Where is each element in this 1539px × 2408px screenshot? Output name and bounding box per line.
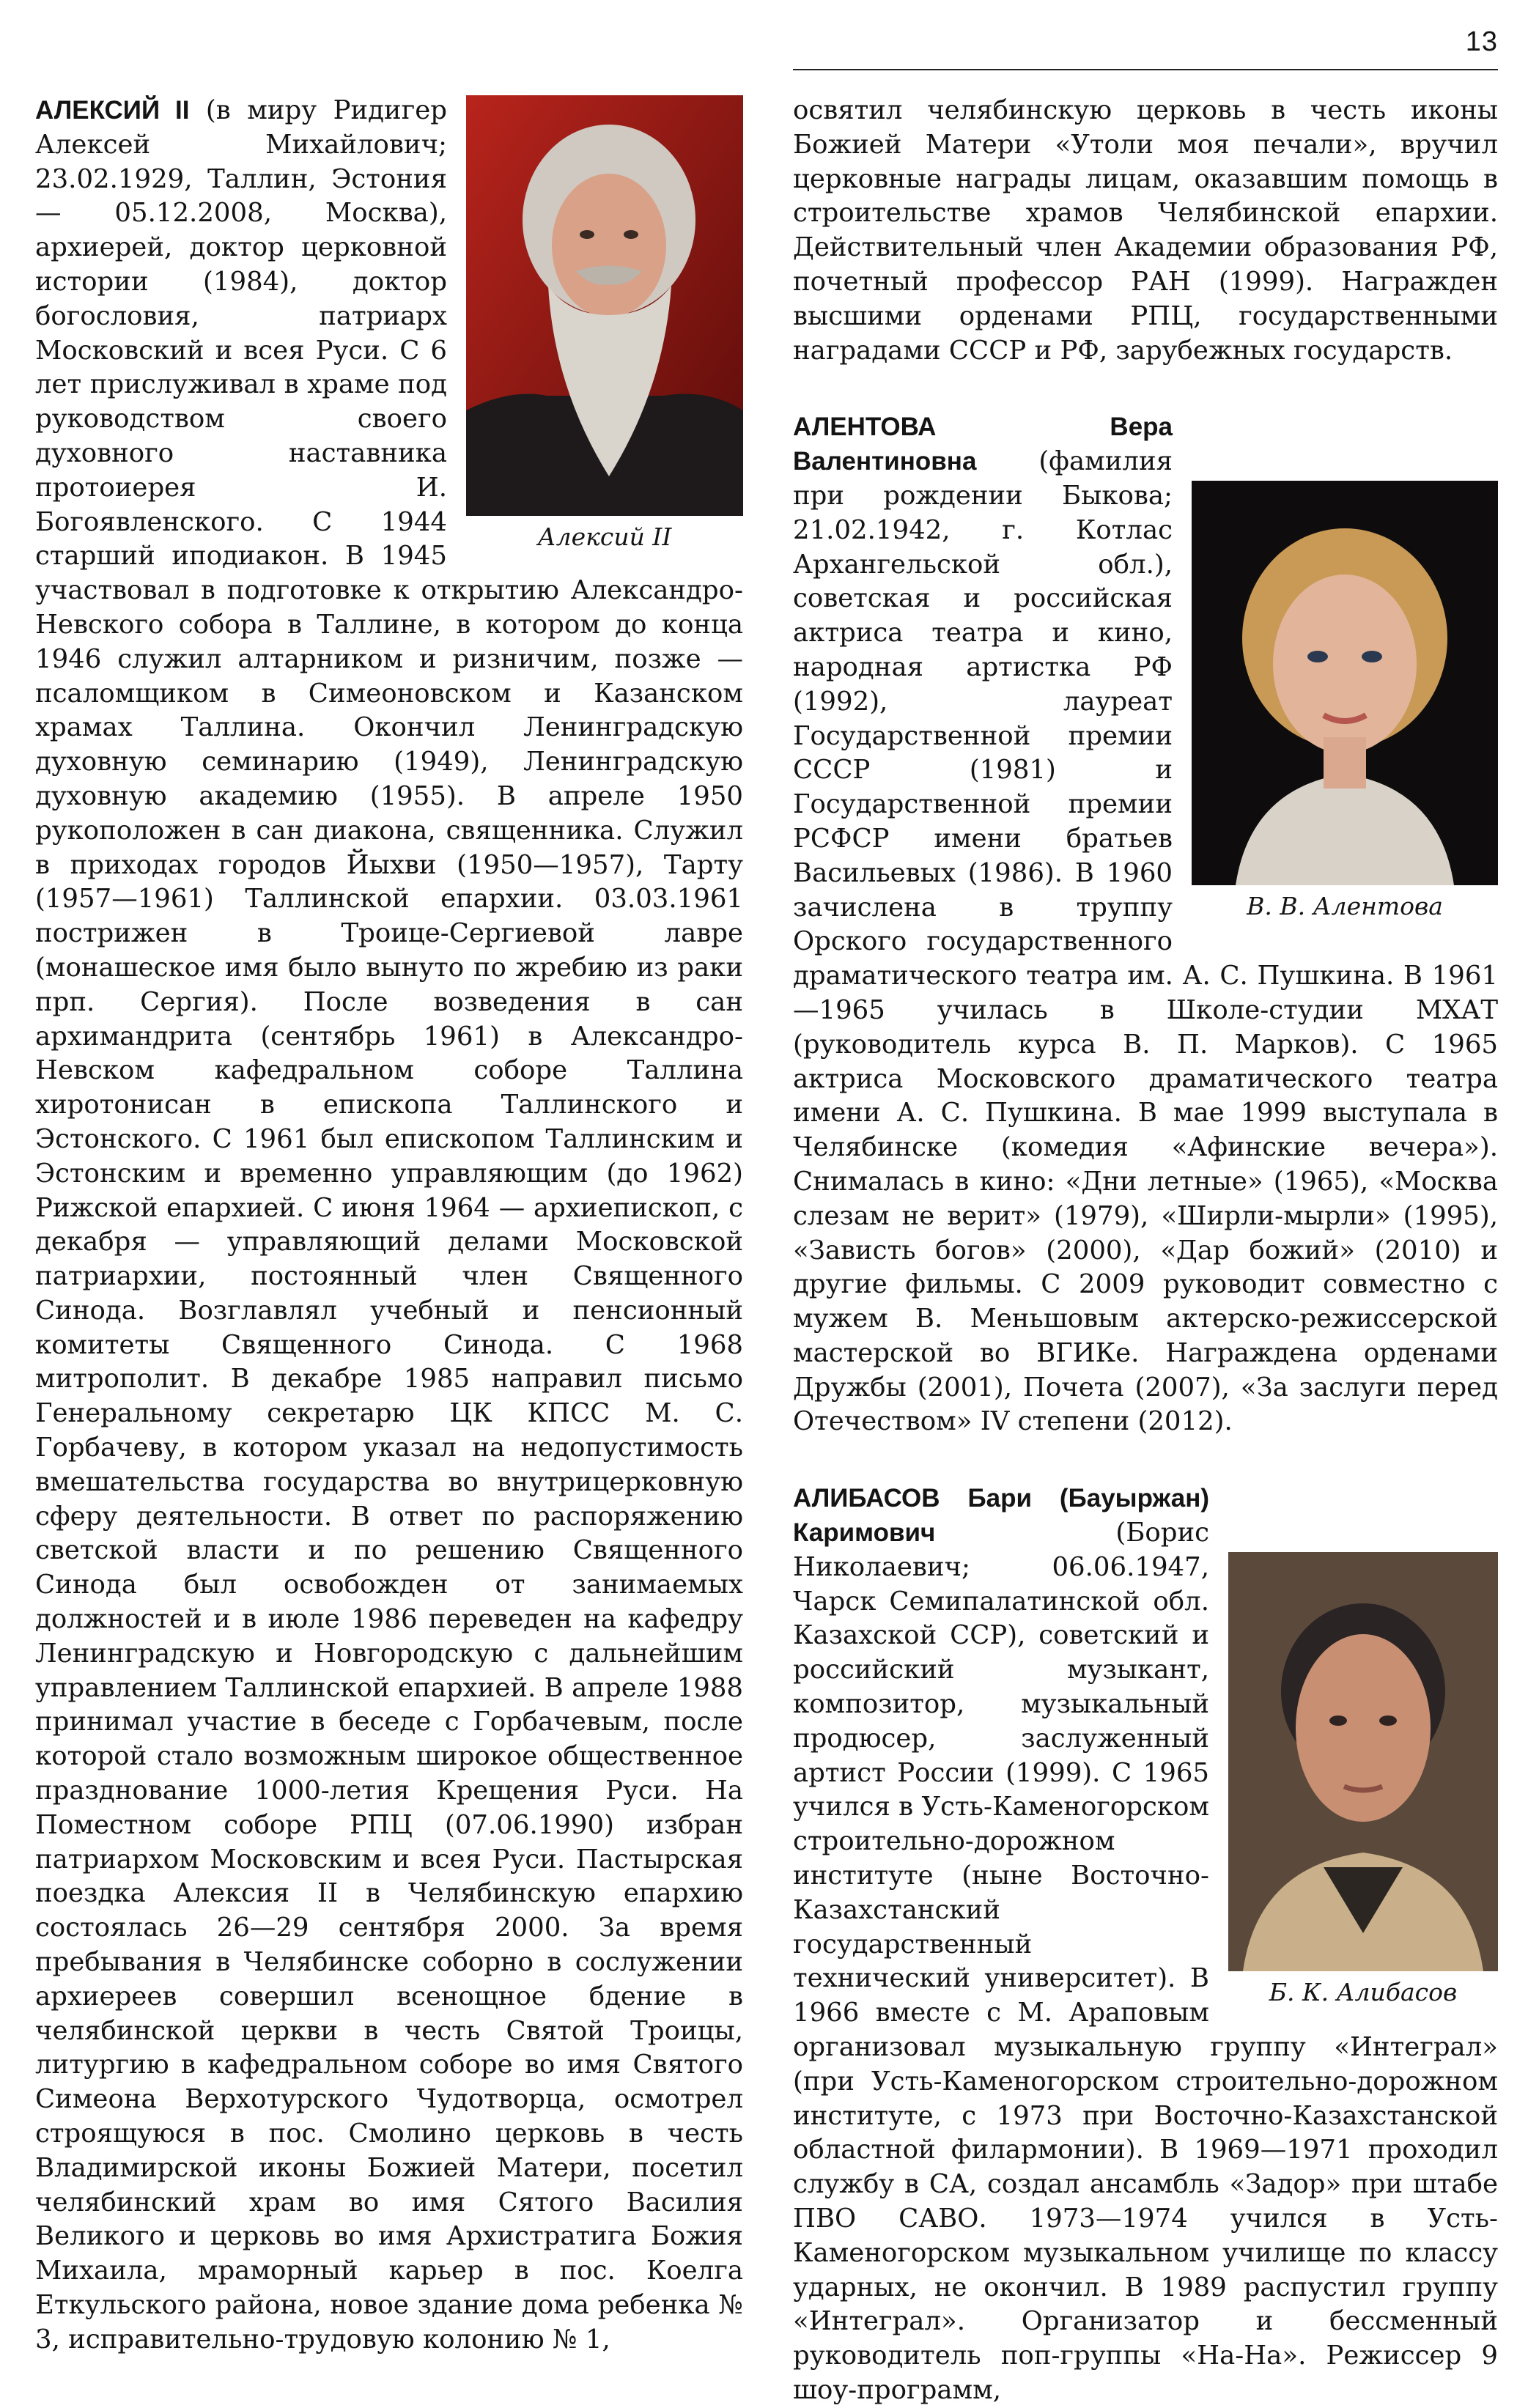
figure-alentova	[1192, 481, 1498, 923]
portrait-photo-icon	[1228, 1552, 1498, 1971]
photo-caption: Алексий II	[537, 522, 672, 551]
portrait-photo-icon	[1192, 481, 1498, 885]
right-column	[793, 94, 1498, 2408]
figure-alibasov	[1228, 1552, 1498, 2009]
entry-name: АЛЕКСИЙ II	[35, 96, 190, 125]
entry-continuation: освятил челябинскую церковь в честь иконы Божией Матери «Утоли моя печали», вручил церковные награды лицам, оказавшим помощь в строительстве храмов Челябинской епархии. Действительный член Академии образования РФ, почетный профессор РАН (1999). Награжден высшими орденами РПЦ, государственными наградами СССР и РФ, зарубежных государств.	[793, 95, 1498, 366]
entry-alexy-ii-continued	[793, 94, 1498, 368]
photo-caption: Б. К. Алибасов	[1269, 1978, 1458, 2007]
entry-body: (Борис Николаевич; 06.06.1947, Чарск Семипалатинской обл. Казахской ССР), советский и российский музыкант, композитор, музыкальный продюсер, заслуженный артист России (1999). С 1965 учился в Усть-Каменогорском строительно-дорожном институте (ныне Восточно-Казахстанский государственный технический университет). В 1966 вместе с М. Араповым организовал музыкальную группу «Интеграл» (при Усть-Каменогорском строительно-дорожном институте, с 1973 при Восточно-Казахстанской областной филармонии). В 1969—1971 проходил службу в СА, создал ансамбль «Задор» при штабе ПВО САВО. 1973—1974 учился в Усть-Каменогорском музыкальном училище по классу ударных, не окончил. В 1989 распустил группу «Интеграл». Организатор и бессменный руководитель поп-группы «На-На». Режиссер 9 шоу-программ,	[793, 1518, 1498, 2405]
figure-alexy-ii	[466, 95, 743, 554]
header-rule	[793, 69, 1498, 70]
entry-body: (в миру Ридигер Алексей Михайлович; 23.02.1929, Таллин, Эстония — 05.12.2008, Москва), архиерей, доктор церковной истории (1984), доктор богословия, патриарх Московский и всея Руси. С 6 лет прислуживал в храме под руководством своего духовного наставника протоиерея И. Богоявленского. С 1944 старший иподиакон. В 1945 участвовал в подготовке к открытию Александро-Невского собора в Таллине, в котором до конца 1946 служил алтарником и ризничим, позже — псаломщиком в Симеоновском и Казанском храмах Таллина. Окончил Ленинградскую духовную семинарию (1949), Ленинградскую духовную академию (1955). В апреле 1950 рукоположен в сан диакона, священника. Служил в приходах городов Йыхви (1950—1957), Тарту (1957—1961) Таллинской епархии. 03.03.1961 пострижен в Троице-Сергиевой лавре (монашеское имя было вынуто по жребию из раки прп. Сергия). После возведения в сан архимандрита (сентябрь 1961) в Александро-Невском кафедральном соборе Таллина хиротонисан в епископа Таллинского и Эстонского. С 1961 был епископом Таллинским и Эстонским и временно управляющим (до 1962) Рижской епархией. С июня 1964 — архиепископ, с декабря — управляющий делами Московской патриархии, постоянный член Священного Синода. Возглавлял учебный и пенсионный комитеты Священного Синода. С 1968 митрополит. В декабре 1985 направил письмо Генеральному секретарю ЦК КПСС М. С. Горбачеву, в котором указал на недопустимость вмешательства государства во внутрицерковную сферу деятельности. В ответ по распоряжению светской власти и по решению Священного Синода был освобожден от занимаемых должностей и в июле 1986 переведен на кафедру Ленинградскую и Новгородскую с дальнейшим управлением Таллинской епархией. В апреле 1988 принимал участие в беседе с Горбачевым, после которой стало возможным широкое общественное празднование 1000-летия Крещения Руси. На Поместном соборе РПЦ (07.06.1990) избран патриархом Московским и всея Руси. Пастырская поездка Алексия II в Челябинскую епархию состоялась 26—29 сентября 2000. За время пребывания в Челябинске соборно в сослужении архиереев совершил всенощное бдение в челябинской церкви в честь Святой Троицы, литургию в кафедральном соборе во имя Святого Симеона Верхотурского Чудотворца, осмотрел строящуюся в пос. Смолино церковь в честь Владимирской иконы Божией Матери, посетил челябинский храм во имя Сятого Василия Великого и церковь во имя Архистратига Божия Михаила, мраморный карьер в пос. Коелга Еткульского района, новое здание дома ребенка № 3, исправительно-трудовую колонию № 1,	[35, 95, 743, 2355]
photo-caption: В. В. Алентова	[1247, 892, 1443, 921]
entry-body: (фамилия при рождении Быкова; 21.02.1942, г. Котлас Архангельской обл.), советская и российская актриса театра и кино, народная артистка РФ (1992), лауреат Государственной премии СССР (1981) и Государственной премии РСФСР имени братьев Васильевых (1986). В 1960 зачислена в труппу Орского государственного драматического театра им. А. С. Пушкина. В 1961—1965 училась в Школе-студии МХАТ (руководитель курса В. П. Марков). С 1965 актриса Московского драматического театра имени А. С. Пушкина. В мае 1999 выступала в Челябинске (комедия «Афинские вечера»). Снималась в кино: «Дни летные» (1965), «Москва слезам не верит» (1979), «Ширли-мырли» (1995), «Зависть богов» (2000), «Дар божий» (2010) и другие фильмы. С 2009 руководит совместно с мужем В. Меньшовым актерско-режиссерской мастерской во ВГИКе. Награждена орденами Дружбы (2001), Почета (2007), «За заслуги перед Отечеством» IV степени (2012).	[793, 446, 1498, 1437]
left-column	[35, 94, 743, 2357]
entry-alentova	[793, 410, 1498, 1439]
entry-alexy-ii	[35, 94, 743, 2357]
entry-alibasov	[793, 1482, 1498, 2408]
page-number: 13	[1465, 26, 1498, 57]
entry-name: АЛИБАСОВ Бари (Бауыржан) Каримович	[793, 1484, 1209, 1548]
portrait-photo-icon	[466, 95, 743, 516]
entry-name: АЛЕНТОВА Вера Валентиновна	[793, 413, 1173, 476]
